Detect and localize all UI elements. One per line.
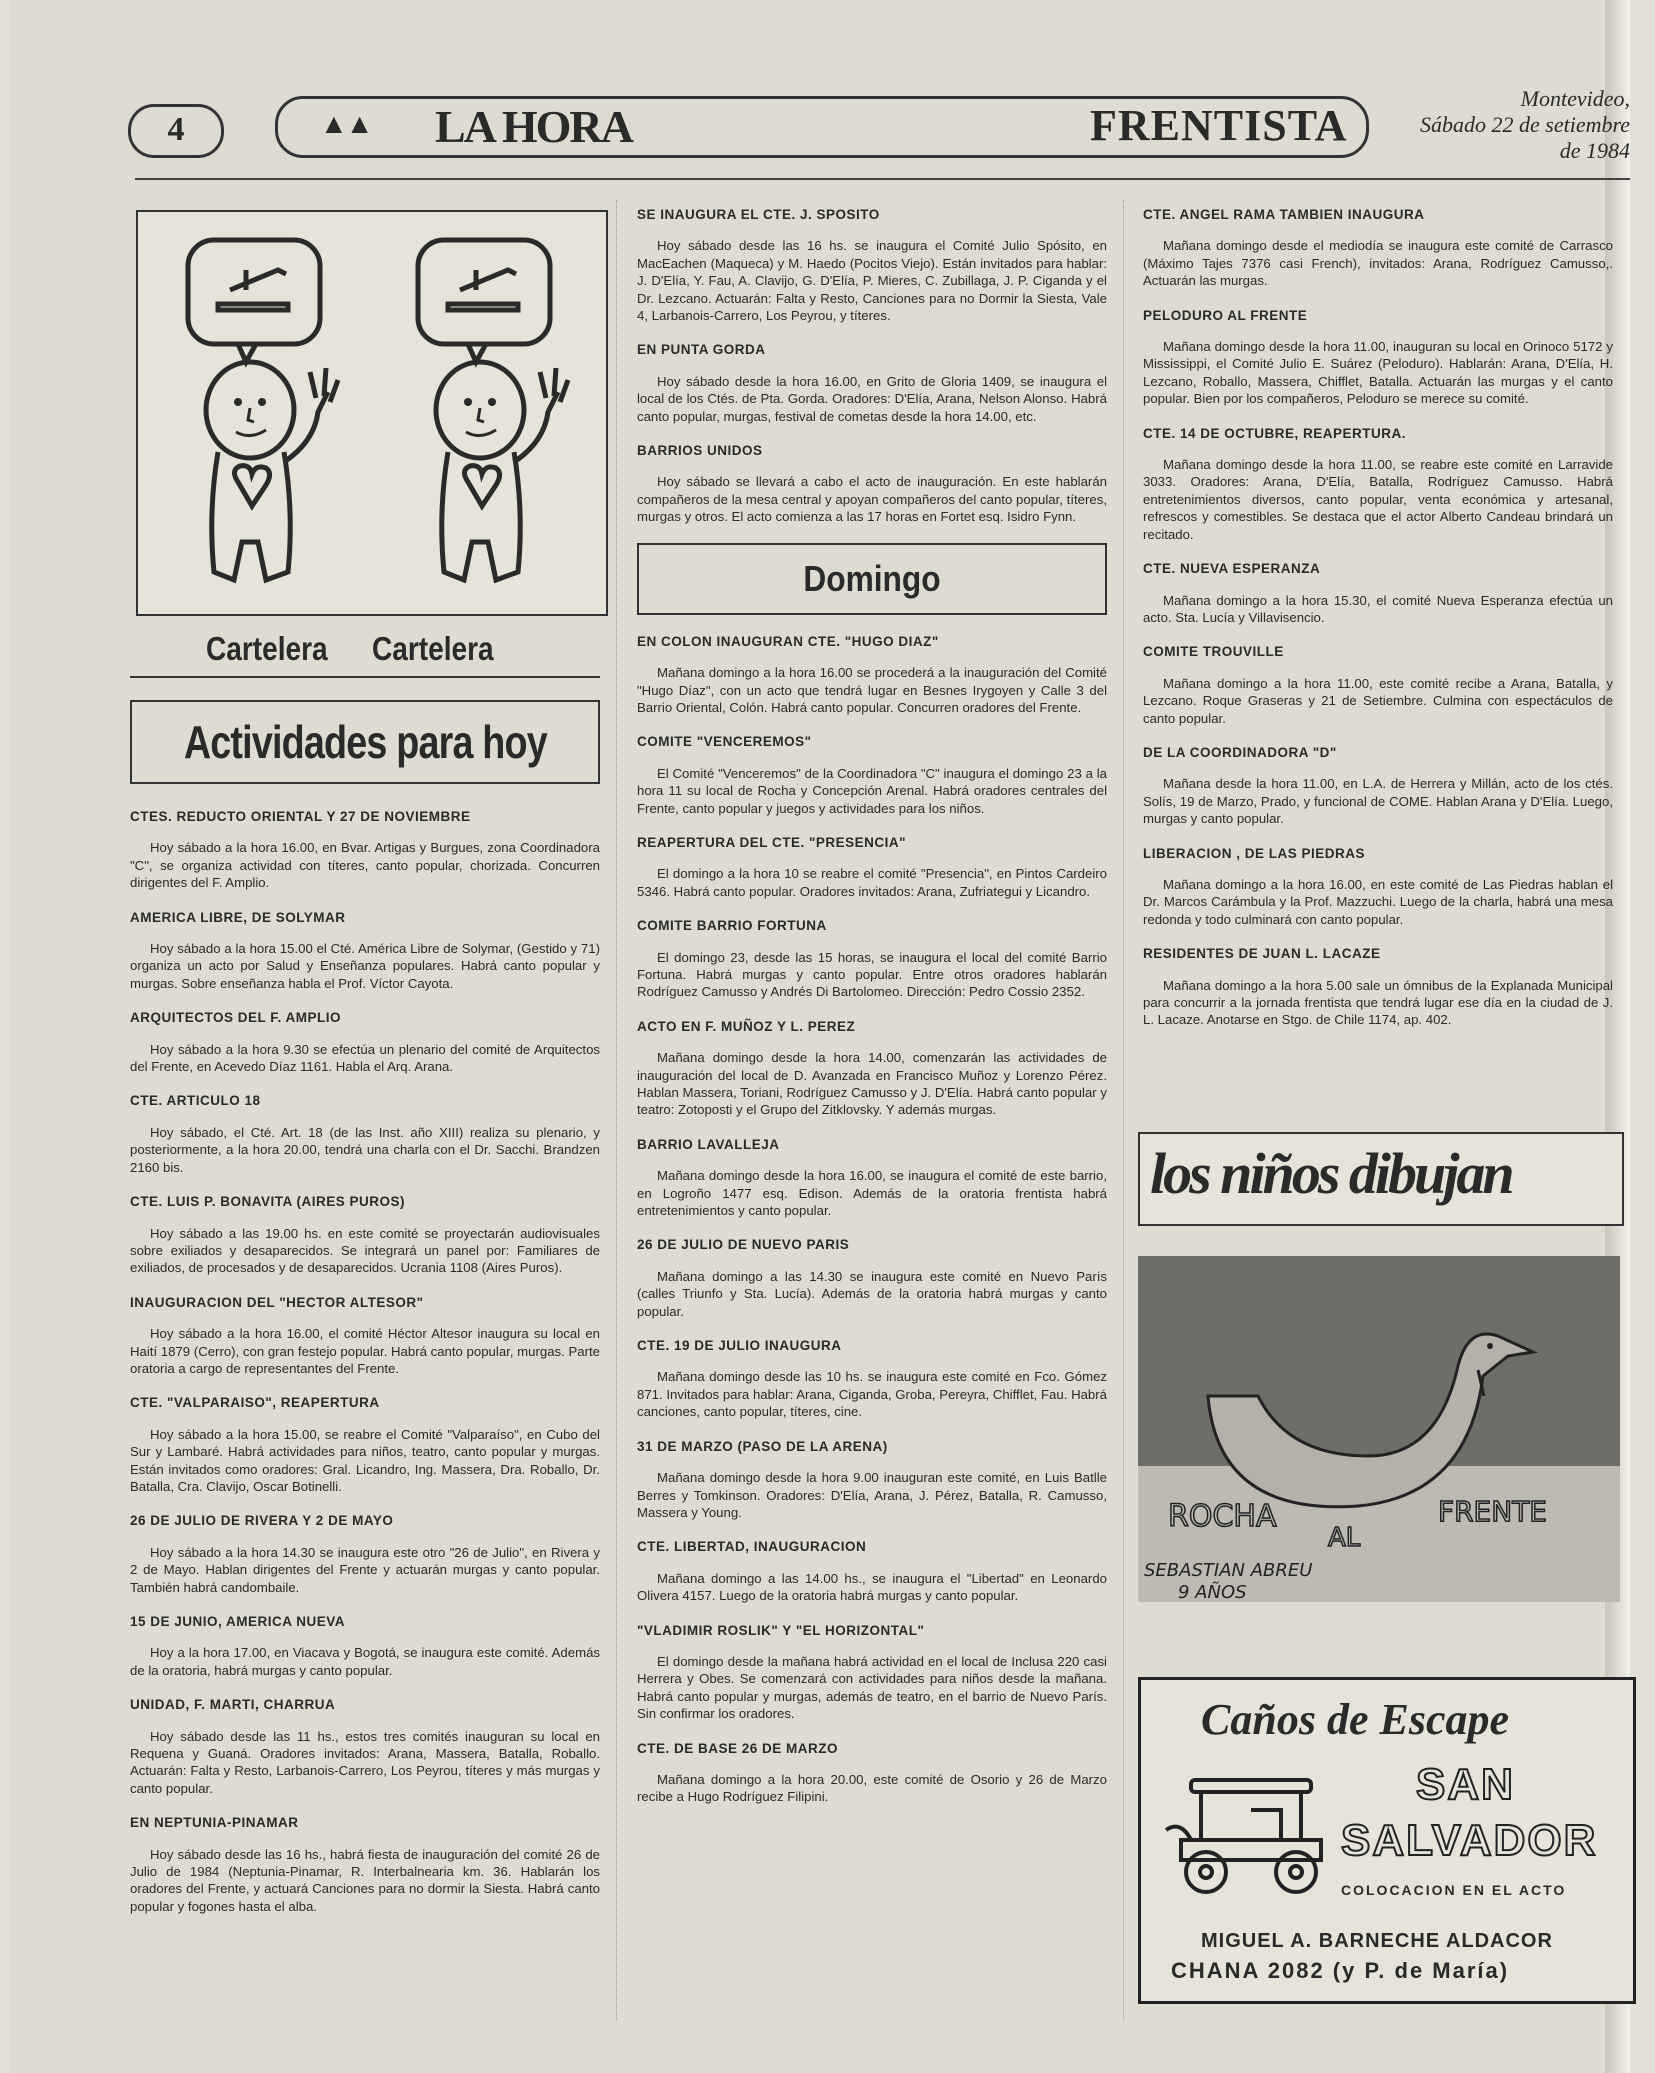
listing-text: Mañana domingo a la hora 15.30, el comité Nueva Esperanza efectúa un acto. Sta. Lucía y Villavisencio. xyxy=(1143,592,1613,625)
column-1 xyxy=(130,198,600,1932)
ad-title: Caños de Escape xyxy=(1201,1695,1509,1744)
cartelera-label-right: Cartelera xyxy=(372,630,494,667)
col2-saturday-listings xyxy=(637,206,1107,526)
listing-heading: SE INAUGURA EL CTE. J. SPOSITO xyxy=(637,207,880,222)
drawing-age: 9 AÑOS xyxy=(1178,1582,1247,1602)
listing-text: Hoy sábado a la hora 14.30 se inaugura este otro "26 de Julio", en Rivera y 2 de Mayo. Hablan dirigentes del Frente y actuarán murgas y canto popular. También habrá candombaile. xyxy=(130,1544,600,1595)
listing-heading: CTES. REDUCTO ORIENTAL Y 27 DE NOVIEMBRE xyxy=(130,809,471,824)
listing-heading: BARRIOS UNIDOS xyxy=(637,443,763,459)
column-2 xyxy=(637,206,1107,1823)
listing-text: Mañana domingo a las 14.30 se inaugura este comité en Nuevo París (calles Triunfo y Sta. Lucía). Además de la oratoria habrá murgas y canto popular. xyxy=(637,1268,1107,1319)
listing-heading: CTE. "VALPARAISO", REAPERTURA xyxy=(130,1395,380,1411)
listing-text: Mañana domingo a la hora 16.00 se procederá a la inauguración del Comité "Hugo Díaz", con un acto que tendrá lugar en Besnes Irygoyen y Calle 3 del Barrio Oriental, Colón. Habrá canto popular. Concurren oradores del Frente. xyxy=(637,665,1107,715)
listing-text: El Comité "Venceremos" de la Coordinadora "C" inaugura el domingo 23 a la hora 11 su local de Rocha y Concepción Arenal. Habrá oradores centrales del Frente, canto popular y juegos y actividades para los niños. xyxy=(637,765,1107,816)
cartelera-label-left: Cartelera xyxy=(206,630,328,667)
drawing-author: SEBASTIAN ABREU xyxy=(1144,1560,1313,1581)
dateline: Montevideo, Sábado 22 de setiembre de 1984 xyxy=(1420,86,1630,163)
ad-owner-name: MIGUEL A. BARNECHE ALDACOR xyxy=(1201,1930,1553,1952)
listing-text: Hoy sábado a la hora 16.00, el comité Héctor Altesor inaugura su local en Haití 1879 (Cerro), con gran festejo popular. Habrá canto popular, murgas. Parte oratoria a cargo de representantes del Frente. xyxy=(130,1326,600,1376)
listing-heading: COMITE TROUVILLE xyxy=(1143,644,1284,660)
listing-heading: 15 DE JUNIO, AMERICA NUEVA xyxy=(130,1614,346,1629)
listing-heading: ACTO EN F. MUÑOZ Y L. PEREZ xyxy=(637,1018,856,1034)
listing-heading: EN COLON INAUGURAN CTE. "HUGO DIAZ" xyxy=(637,633,939,649)
headline: Actividades para hoy xyxy=(183,716,547,768)
listing-text: Hoy sábado a la hora 15.00 el Cté. América Libre de Solymar, (Gestido y 71) organiza un acto por Salud y Enseñanza populares. Habrá canto popular y murgas. Sobre enseñanza habla el Prof. Víctor Cayota. xyxy=(130,941,600,991)
listing-heading: EN NEPTUNIA-PINAMAR xyxy=(130,1815,299,1831)
listing-heading: UNIDAD, F. MARTI, CHARRUA xyxy=(130,1697,336,1713)
listing-heading: PELODURO AL FRENTE xyxy=(1143,307,1308,323)
ninos-title-box xyxy=(1138,1132,1624,1226)
child-drawing xyxy=(1138,1256,1620,1602)
listing-heading: 26 DE JULIO DE RIVERA Y 2 DE MAYO xyxy=(130,1513,394,1529)
dove-drawing xyxy=(1138,1256,1620,1602)
domingo-box xyxy=(637,543,1107,615)
listing-text: Hoy sábado desde la hora 16.00, en Grito de Gloria 1409, se inaugura el local de los Ctés. de Pta. Gorda. Oradores: D'Elía, Arana, Nelson Alonso. Habrá canto popular, murgas, festival de cometas desde la hora 14.00, etc. xyxy=(637,373,1107,424)
listing-heading: CTE. NUEVA ESPERANZA xyxy=(1143,561,1321,577)
listing-text: Mañana domingo a la hora 16.00, en este comité de Las Piedras hablan el Dr. Marcos Carámbula y la Prof. Mazzuchi. Luego de la charla, habrá una mesa redonda y todo culminará con canto popular. xyxy=(1143,876,1613,927)
listing-heading: AMERICA LIBRE, DE SOLYMAR xyxy=(130,909,346,925)
listing-text: Mañana domingo desde la hora 11.00, inauguran su local en Orinoco 5172 y Mississippi, el Comité Julio E. Suárez (Peloduro). Hablarán: Arana, D'Elía, H. Lezcano, Roballo, Massera, Chifflet, Batalla. Actuarán las murgas y el canto popular. Bien por los compañeros, Peloduro se merece su comité. xyxy=(1143,339,1613,407)
listing-heading: COMITE BARRIO FORTUNA xyxy=(637,918,827,934)
listing-text: Hoy sábado a la hora 16.00, en Bvar. Artigas y Burgues, zona Coordinadora "C", se organiza actividad con títeres, canto popular, chorizada. Concurren dirigentes del F. Amplio. xyxy=(130,840,600,891)
listing-heading: COMITE "VENCEREMOS" xyxy=(637,734,812,750)
headline-box xyxy=(130,700,600,784)
drawing-text-rocha: ROCHA xyxy=(1168,1499,1277,1534)
listing-text: Mañana domingo desde el mediodía se inaugura este comité de Carrasco (Máximo Tajes 7376 casi French), invitados: Arana, Rodríguez Camusso,. Actuarán las murgas. xyxy=(1143,238,1613,289)
mascot-left xyxy=(188,240,338,580)
column-divider xyxy=(616,200,617,2020)
newspaper-page xyxy=(10,0,1630,2073)
listing-text: El domingo 23, desde las 15 horas, se inaugura el local del comité Barrio Fortuna. Habrá murgas y canto popular. Entre otros oradores hablarán Rodríguez Camusso y Andrés Di Bartolomeo. Dirección: Pedro Cossio 2352. xyxy=(637,949,1107,1000)
cartelera-illustration xyxy=(136,210,608,616)
listing-heading: 31 DE MARZO (PASO DE LA ARENA) xyxy=(637,1438,888,1454)
listing-text: Hoy sábado a la hora 15.00, se reabre el Comité "Valparaíso", en Cubo del Sur y Lambaré. Habrá actividades para niños, teatro, canto popular y murgas. Están invitados como oradores: Gral. Licandro, Ing. Massera, Dra. Roballo, Dr. Batalla, Cra. Clavijo, Oscar Botinelli. xyxy=(130,1426,600,1494)
drawing-text-al: AL xyxy=(1328,1523,1361,1553)
col2-sunday-listings xyxy=(637,633,1107,1806)
mascot-right xyxy=(418,240,568,580)
ad-line-san: SAN xyxy=(1416,1760,1515,1809)
header-rule xyxy=(135,178,1630,180)
listing-text: Mañana domingo desde la hora 16.00, se inaugura el comité de este barrio, en Logroño 1477 esq. Edison. Además de la oratoria frentista habrá entretenimientos y canto popular. xyxy=(637,1168,1107,1219)
listing-heading: RESIDENTES DE JUAN L. LACAZE xyxy=(1143,946,1381,962)
ad-line-salvador: SALVADOR xyxy=(1341,1816,1598,1865)
arrows-icon: ▲▲ xyxy=(320,108,372,139)
listing-heading: DE LA COORDINADORA "D" xyxy=(1143,744,1337,760)
listing-heading: ARQUITECTOS DEL F. AMPLIO xyxy=(130,1010,342,1026)
listing-text: Hoy sábado, el Cté. Art. 18 (de las Inst. año XIII) realiza su plenario, y posteriormente, a la hora 20.00, tendrá una charla con el Dr. Sacchi. Brandzen 2160 bis. xyxy=(130,1124,600,1175)
cartelera-labels xyxy=(130,626,600,678)
listing-text: Mañana domingo a la hora 11.00, este comité recibe a Arana, Batalla, y Lezcano. Roque Graseras y 21 de Setiembre. Culmina con espectáculos de canto popular. xyxy=(1143,675,1613,726)
listing-text: Mañana domingo desde la hora 11.00, se reabre este comité en Larravide 3033. Oradores: Arana, D'Elía, Batalla, Rodríguez Camusso. Habrá entretenimientos diversos, canto popular, venta económica y artesanal, refrescos y comestibles. Se destaca que el actor Alberto Candeau brindará un recitado. xyxy=(1143,457,1613,542)
mascot-drawing xyxy=(138,212,606,614)
listing-text: Mañana domingo a las 14.00 hs., se inaugura el "Libertad" en Leonardo Olivera 4157. Luego de la oratoria habrá murgas y canto popular. xyxy=(637,1570,1107,1604)
listing-heading: CTE. ARTICULO 18 xyxy=(130,1093,261,1109)
listing-text: Hoy sábado a las 19.00 hs. en este comité se proyectarán audiovisuales sobre exiliados y desaparecidos. Se integrará un panel por: Familiares de exiliados, de procesados y de desaparecidos. Ucrania 1108 (Aires Puros). xyxy=(130,1225,600,1276)
ad-tagline: COLOCACION EN EL ACTO xyxy=(1341,1882,1567,1898)
listing-text: Hoy sábado a la hora 9.30 se efectúa un plenario del comité de Arquitectos del Frente, en Acevedo Díaz 1161. Habla el Arq. Arana. xyxy=(130,1041,600,1075)
listing-text: El domingo a la hora 10 se reabre el comité "Presencia", en Pintos Cardeiro 5346. Habrá canto popular. Oradores invitados: Arana, Zufriategui y Licandro. xyxy=(637,866,1107,899)
domingo-heading: Domingo xyxy=(803,557,941,599)
listing-heading: REAPERTURA DEL CTE. "PRESENCIA" xyxy=(637,834,907,850)
column-divider xyxy=(1123,200,1124,2020)
listing-heading: BARRIO LAVALLEJA xyxy=(637,1136,780,1152)
listing-heading: CTE. DE BASE 26 DE MARZO xyxy=(637,1740,839,1756)
listing-heading: CTE. 19 DE JULIO INAUGURA xyxy=(637,1338,842,1354)
newspaper-logo: LA HORA xyxy=(435,101,632,152)
listing-text: Hoy a la hora 17.00, en Viacava y Bogotá, se inaugura este comité. Además de la oratoria, habrá murgas y canto popular. xyxy=(130,1645,600,1678)
listing-text: El domingo desde la mañana habrá actividad en el local de Inclusa 220 casi Herrera y Obes. Se comenzará con actividades para niños desde la mañana. Habrá canto popular y murgas, además de teatro, en el barrio de Nuevo París. Sin confirmar los oradores. xyxy=(637,1653,1107,1722)
col3-listings xyxy=(1143,206,1613,1029)
section-title: FRENTISTA xyxy=(1090,101,1348,150)
listing-heading: INAUGURACION DEL "HECTOR ALTESOR" xyxy=(130,1294,424,1310)
col1-listings xyxy=(130,808,600,1915)
ad-address: CHANA 2082 (y P. de María) xyxy=(1171,1958,1510,1983)
listing-heading: CTE. LIBERTAD, INAUGURACION xyxy=(637,1539,867,1555)
listing-text: Mañana domingo desde la hora 9.00 inauguran este comité, en Luis Batlle Berres y Tomkinson. Oradores: D'Elía, Arana, J. Pérez, Batalla, R. Camusso, Massera y Young. xyxy=(637,1470,1107,1520)
listing-heading: CTE. LUIS P. BONAVITA (AIRES PUROS) xyxy=(130,1194,406,1210)
listing-heading: CTE. ANGEL RAMA TAMBIEN INAUGURA xyxy=(1143,207,1425,222)
listing-heading: LIBERACION , DE LAS PIEDRAS xyxy=(1143,845,1366,861)
listing-text: Mañana domingo a la hora 5.00 sale un ómnibus de la Explanada Municipal para concurrir a la jornada frentista que tendrá lugar ese día en la ciudad de J. L. Lacaze. Anotarse en Stgo. de Chile 1174, ap. 402. xyxy=(1143,977,1613,1028)
listing-heading: "VLADIMIR ROSLIK" Y "EL HORIZONTAL" xyxy=(637,1622,925,1638)
column-3 xyxy=(1143,206,1613,1046)
advertisement xyxy=(1138,1677,1636,2004)
listing-text: Hoy sábado desde las 11 hs., estos tres comités inauguran su local en Requena y Guaná. Oradores invitados: Arana, Massera, Batalla, Roballo. Actuarán: Falta y Resto, Larbanois-Carrero, Los Peyrou, títeres y más murgas y canto popular. xyxy=(130,1728,600,1796)
listing-heading: 26 DE JULIO DE NUEVO PARIS xyxy=(637,1237,850,1253)
listing-text: Hoy sábado desde las 16 hs. se inaugura el Comité Julio Spósito, en MacEachen (Maqueca) y M. Haedo (Pocitos Viejo). Están invitados para hablar: J. D'Elía, Y. Fau, A. Clavijo, G. D'Elía, P. Mieres, C. Zubillaga, J. P. Ciganda y el Dr. Lezcano. Actuarán: Falta y Resto, Canciones para no Dormir la Siesta, Vale 4, Larbanois-Carrero, Los Peyrou, y títeres. xyxy=(637,238,1107,324)
listing-text: Hoy sábado desde las 16 hs., habrá fiesta de inauguración del comité 26 de Julio de 1984 (Neptunia-Pinamar, R. Interbalnearia km. 36. Hablarán los oradores del Frente, y actuará Canciones para no dormir la Siesta. Habrá canto popular y fogones hasta el alba. xyxy=(130,1846,600,1914)
ninos-title: los niños dibujan xyxy=(1150,1141,1512,1206)
listing-text: Mañana desde la hora 11.00, en L.A. de Herrera y Millán, acto de los ctés. Solís, 19 de Marzo, Prado, y funcional de COME. Hablan Arana y D'Elía. Luego, murgas y canto popular. xyxy=(1143,776,1613,827)
listing-text: Mañana domingo desde las 10 hs. se inaugura este comité en Fco. Gómez 871. Invitados para hablar: Arana, Ciganda, Groba, Pereyra, Chifflet, Fau. Habrá canciones, canto popular, títeres, cine. xyxy=(637,1369,1107,1420)
listing-text: Mañana domingo a la hora 20.00, este comité de Osorio y 26 de Marzo recibe a Hugo Rodríguez Filipini. xyxy=(637,1771,1107,1805)
listing-heading: EN PUNTA GORDA xyxy=(637,342,766,358)
vintage-car-icon xyxy=(1161,1770,1331,1900)
drawing-text-frente: FRENTE xyxy=(1438,1495,1547,1528)
page-number: 4 xyxy=(128,104,224,158)
listing-text: Hoy sábado se llevará a cabo el acto de inauguración. En este hablarán compañeros de la mesa central y apoyan compañeros del canto popular, títeres, murgas y otros. El acto comienza a las 17 horas en Fortet esq. Isidro Fynn. xyxy=(637,474,1107,525)
listing-heading: CTE. 14 DE OCTUBRE, REAPERTURA. xyxy=(1143,425,1407,441)
listing-text: Mañana domingo desde la hora 14.00, comenzarán las actividades de inauguración del local de D. Avanzada en Francisco Muñoz y Lorenzo Pérez. Hablan Massera, Toriani, Rodríguez Camusso y J. D'Elía. Habrá canto popular y teatro: Zotoposti y el Grupo del Zitklovsky. Y además murgas. xyxy=(637,1050,1107,1118)
